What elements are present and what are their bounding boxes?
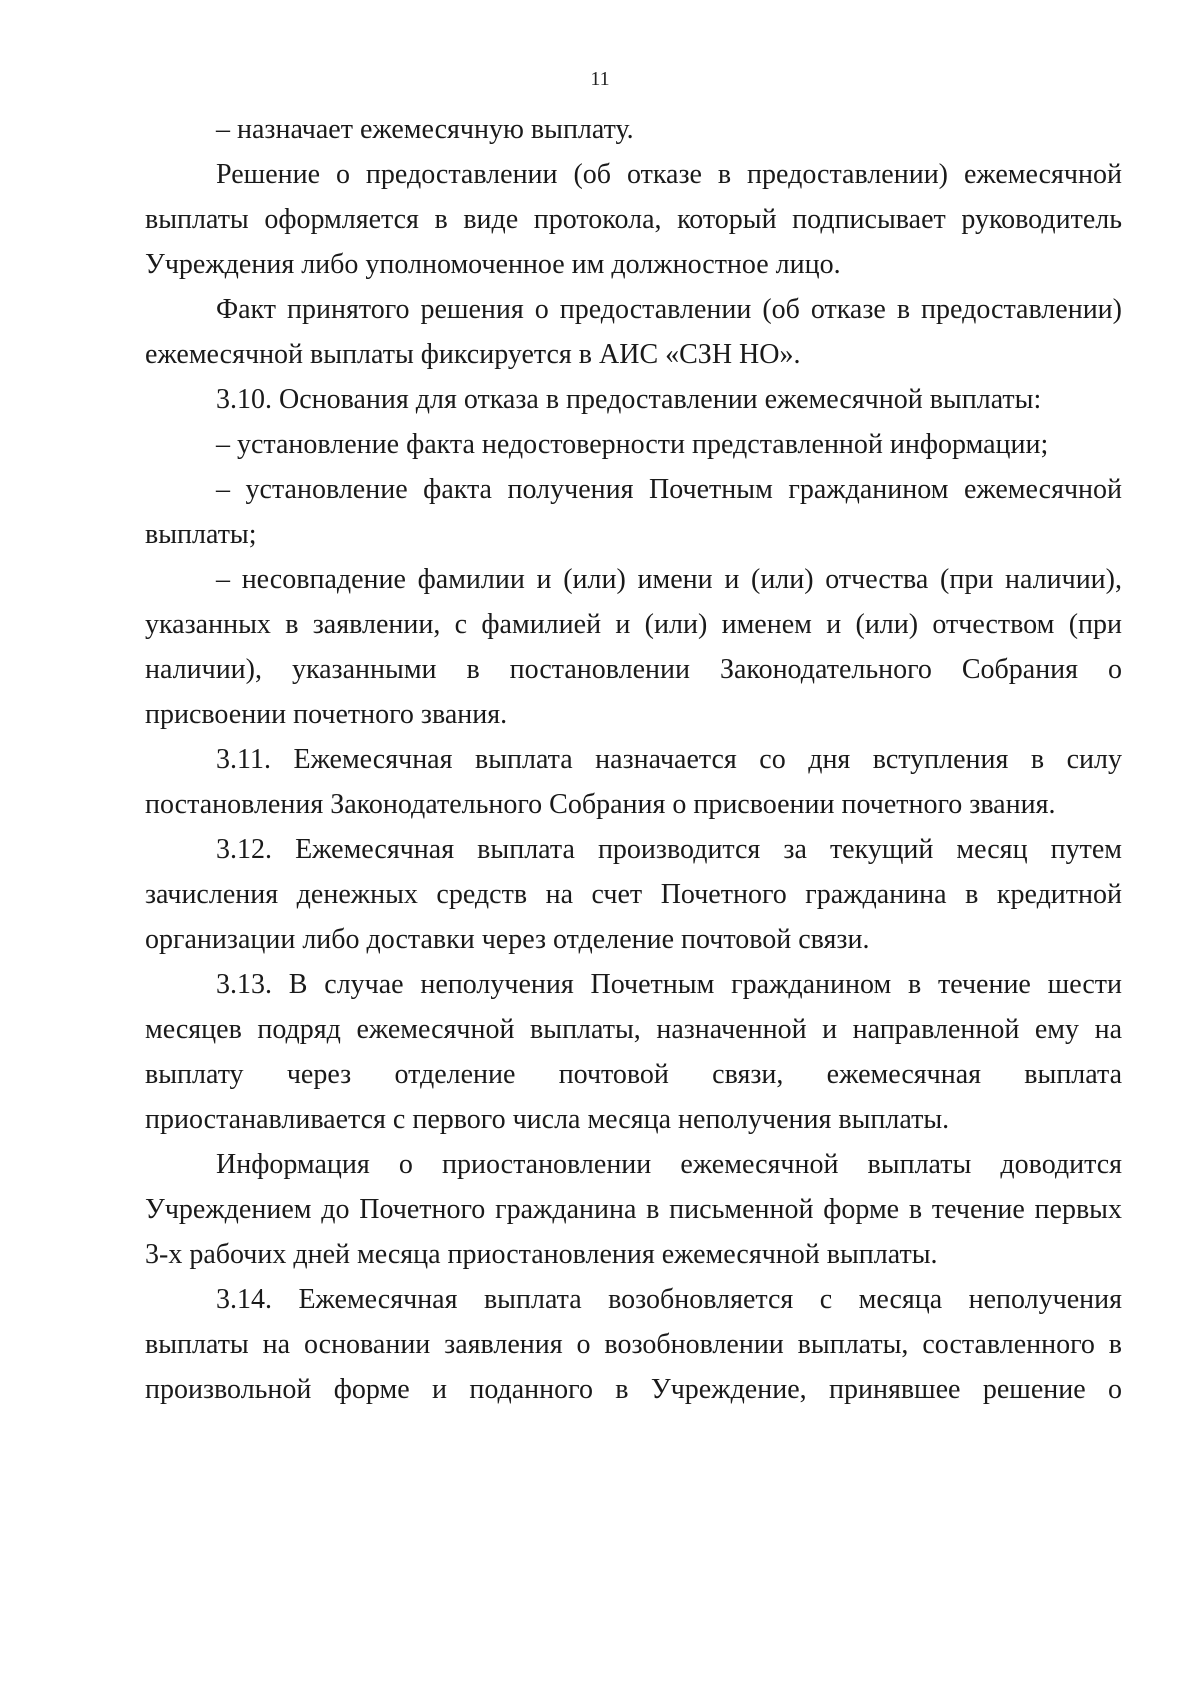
text-line: Решение о предоставлении (об отказе в предоставлении) ежемесячной xyxy=(216,159,1122,190)
text-line: ежемесячной выплаты фиксируется в АИС «СЗН НО». xyxy=(145,339,801,370)
text-line: выплаты оформляется в виде протокола, который подписывает руководитель xyxy=(145,204,1122,235)
text-line: 3-х рабочих дней месяца приостановления ежемесячной выплаты. xyxy=(145,1239,938,1270)
text-line: – несовпадение фамилии и (или) имени и (или) отчества (при наличии), xyxy=(216,564,1122,595)
text-line: Факт принятого решения о предоставлении (об отказе в предоставлении) xyxy=(216,294,1122,325)
text-line: присвоении почетного звания. xyxy=(145,699,508,730)
text-line: 3.12. Ежемесячная выплата производится за текущий месяц путем xyxy=(216,834,1122,865)
text-line: Учреждением до Почетного гражданина в письменной форме в течение первых xyxy=(145,1194,1122,1225)
text-line: указанных в заявлении, с фамилией и (или) именем и (или) отчеством (при xyxy=(145,609,1122,640)
text-line: Информация о приостановлении ежемесячной выплаты доводится xyxy=(216,1149,1122,1180)
text-line: зачисления денежных средств на счет Почетного гражданина в кредитной xyxy=(145,879,1122,910)
text-line: постановления Законодательного Собрания о присвоении почетного звания. xyxy=(145,789,1056,820)
text-line: произвольной форме и поданного в Учреждение, принявшее решение о xyxy=(145,1374,1122,1405)
text-line: наличии), указанными в постановлении Законодательного Собрания о xyxy=(145,654,1122,685)
text-line: выплату через отделение почтовой связи, ежемесячная выплата xyxy=(145,1059,1122,1090)
text-line: 3.13. В случае неполучения Почетным гражданином в течение шести xyxy=(216,969,1122,1000)
text-line: – установление факта недостоверности представленной информации; xyxy=(216,429,1049,460)
text-line: Учреждения либо уполномоченное им должностное лицо. xyxy=(145,249,841,280)
text-line: выплаты на основании заявления о возобновлении выплаты, составленного в xyxy=(145,1329,1122,1360)
text-line: – назначает ежемесячную выплату. xyxy=(216,114,634,145)
text-line: – установление факта получения Почетным гражданином ежемесячной xyxy=(216,474,1122,505)
text-line: 3.14. Ежемесячная выплата возобновляется с месяца неполучения xyxy=(216,1284,1122,1315)
text-line: 3.11. Ежемесячная выплата назначается со дня вступления в силу xyxy=(216,744,1122,775)
page-number: 11 xyxy=(590,68,610,90)
text-line: выплаты; xyxy=(145,519,257,550)
text-line: приостанавливается с первого числа месяца неполучения выплаты. xyxy=(145,1104,950,1135)
text-line: организации либо доставки через отделение почтовой связи. xyxy=(145,924,870,955)
text-line: 3.10. Основания для отказа в предоставлении ежемесячной выплаты: xyxy=(216,384,1042,415)
text-line: месяцев подряд ежемесячной выплаты, назначенной и направленной ему на xyxy=(145,1014,1122,1045)
